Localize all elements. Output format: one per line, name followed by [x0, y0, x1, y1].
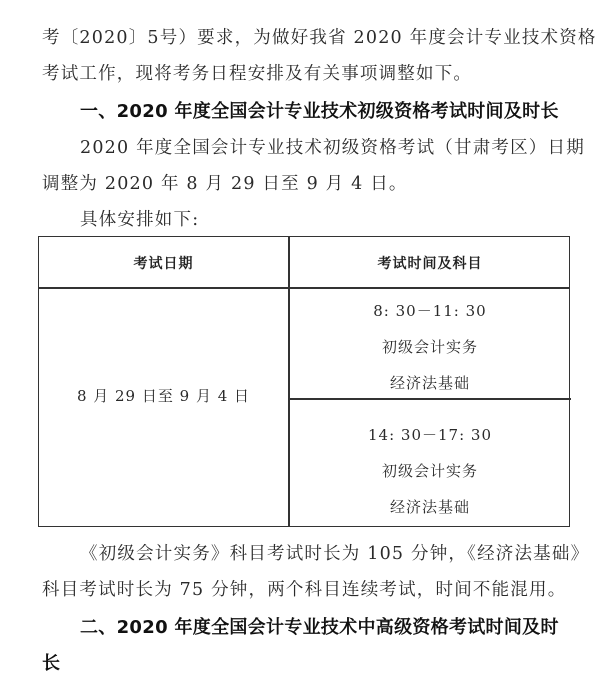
note-line-1: 《初级会计实务》科目考试时长为 105 分钟，《经济法基础》	[80, 544, 590, 564]
intro-line-1: 考〔2020〕5号）要求，为做好我省 2020 年度会计专业技术资格	[42, 28, 597, 48]
section2-heading-line-2: 长	[42, 653, 61, 674]
header-exam-date: 考试日期	[133, 256, 194, 272]
slot-subject: 初级会计实务	[381, 462, 478, 480]
slot-time: 8: 30－11: 30	[373, 302, 487, 320]
time-slot-morning	[289, 293, 571, 401]
section1-heading: 一、2020 年度全国会计专业技术初级资格考试时间及时长	[80, 101, 559, 122]
intro-line-2: 考试工作，现将考务日程安排及有关事项调整如下。	[42, 64, 473, 84]
section1-para-line-1: 2020 年度全国会计专业技术初级资格考试（甘肃考区）日期	[80, 138, 585, 158]
slot-time: 14: 30－17: 30	[368, 426, 492, 444]
table-divider	[39, 287, 569, 289]
header-exam-time-subject: 考试时间及科目	[377, 256, 483, 272]
arrangement-label: 具体安排如下:	[80, 210, 200, 230]
slot-subject: 经济法基础	[389, 374, 470, 392]
time-slot-afternoon	[289, 417, 571, 525]
note-line-2: 科目考试时长为 75 分钟，两个科目连续考试，时间不能混用。	[42, 580, 567, 600]
exam-schedule-table	[38, 236, 570, 527]
exam-date-range: 8 月 29 日至 9 月 4 日	[76, 387, 251, 405]
section1-para-line-2: 调整为 2020 年 8 月 29 日至 9 月 4 日。	[42, 174, 408, 194]
slot-subject: 经济法基础	[389, 498, 470, 516]
slot-subject: 初级会计实务	[381, 338, 478, 356]
section2-heading-line-1: 二、2020 年度全国会计专业技术中高级资格考试时间及时	[80, 617, 559, 638]
